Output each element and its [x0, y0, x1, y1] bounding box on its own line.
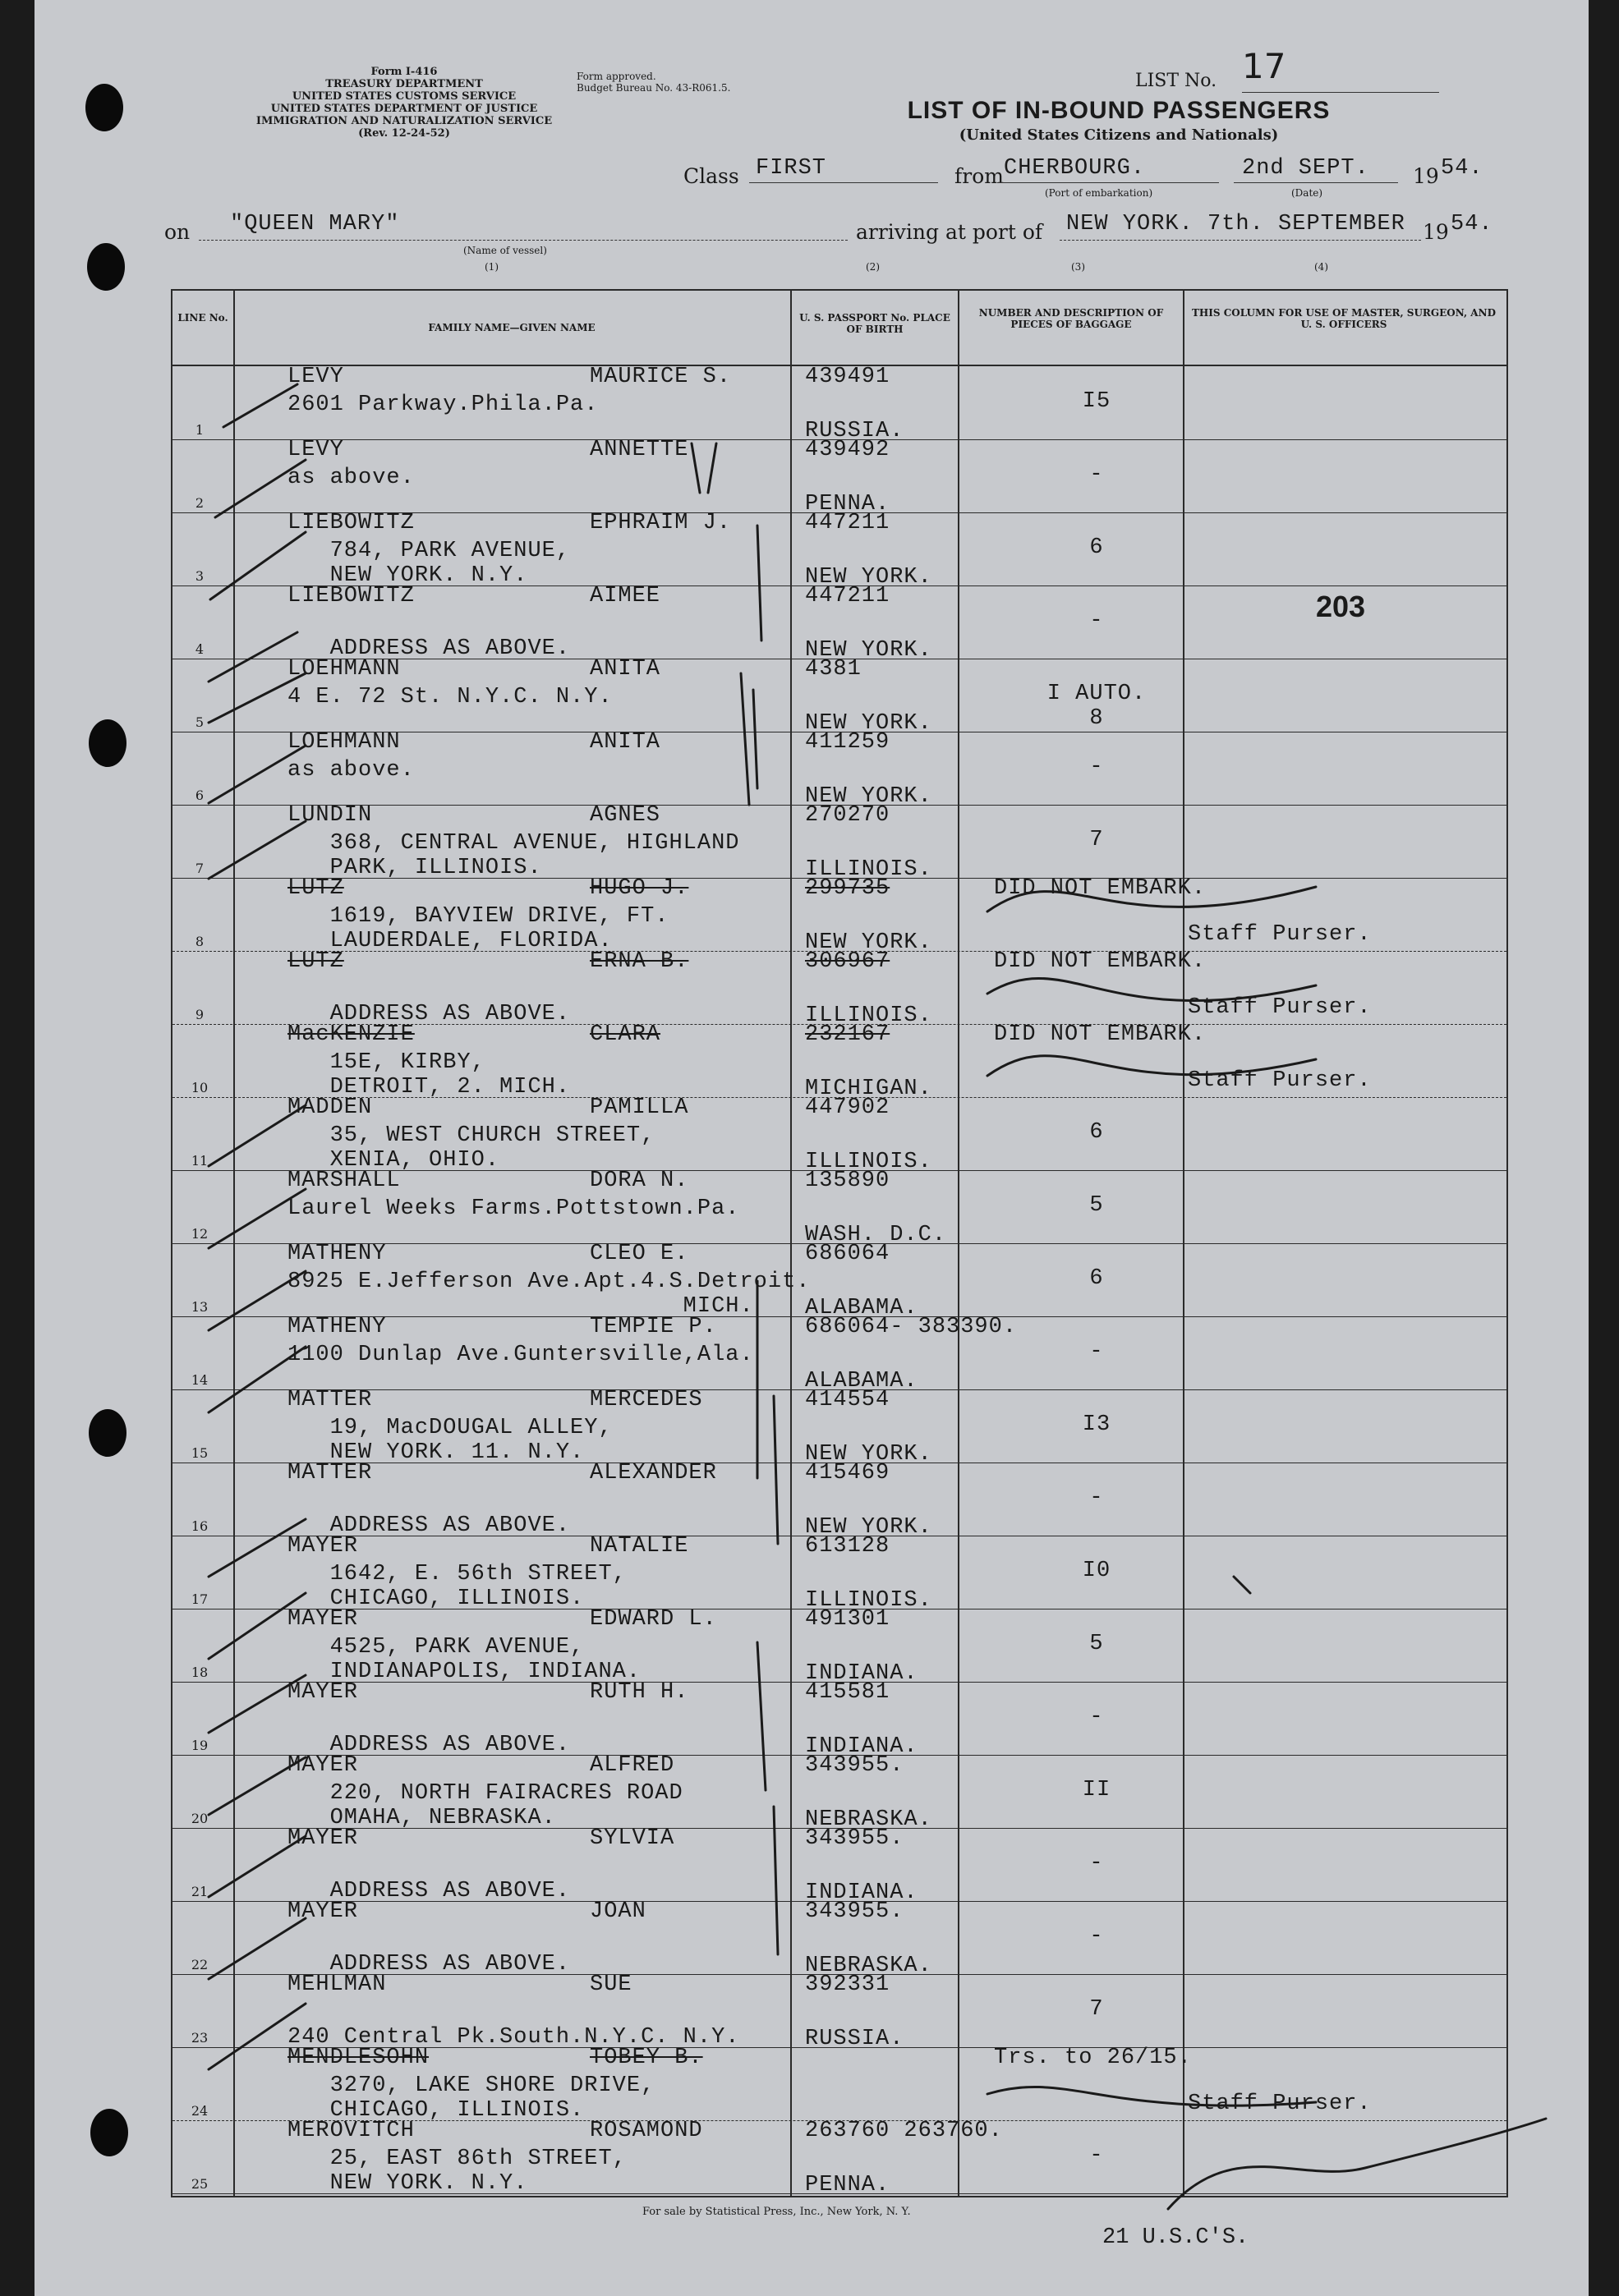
place-of-birth: NEW YORK. [805, 930, 932, 955]
family-name: MENDLESOHN [287, 2046, 430, 2070]
place-of-birth: NEW YORK. [805, 565, 932, 590]
passport-number: 491301 [805, 1607, 890, 1632]
arrival-port-date: NEW YORK. 7th. SEPTEMBER [1066, 212, 1405, 236]
line-number: 10 [191, 1080, 209, 1095]
line-number: 20 [191, 1811, 209, 1826]
line-number: 3 [195, 568, 205, 584]
staff-purser-note: Staff Purser. [1188, 2092, 1372, 2116]
address: as above. [287, 758, 415, 783]
table-row [172, 1169, 1506, 1247]
passport-number: 392331 [805, 1972, 890, 1997]
place-of-birth: NEW YORK. [805, 638, 932, 663]
address: 1100 Dunlap Ave.Guntersville,Ala. [287, 1343, 754, 1367]
family-name: MAYER [287, 1680, 359, 1705]
punch-hole [89, 719, 126, 767]
budget-bureau-line: Budget Bureau No. 43-R061.5. [577, 82, 731, 94]
line-number: 4 [195, 641, 205, 657]
department-line: TREASURY DEPARTMENT [325, 78, 483, 90]
baggage-count: I5 [1082, 389, 1111, 414]
embark-note: DID NOT EMBARK. [994, 1022, 1207, 1047]
column-number: (3) [1071, 261, 1085, 273]
given-name: ANITA [590, 657, 661, 682]
address: 19, MacDOUGAL ALLEY, NEW YORK. 11. N.Y. [329, 1416, 613, 1465]
column-number: (4) [1314, 261, 1328, 273]
baggage-count: I0 [1082, 1559, 1111, 1583]
line-number: 25 [191, 2176, 209, 2192]
line-number: 15 [191, 1445, 209, 1461]
passport-number: 343955. [805, 1826, 904, 1851]
baggage-count: - [1089, 462, 1104, 487]
address: as above. [287, 466, 415, 490]
header-line-no: LINE No. [177, 312, 228, 324]
given-name: SYLVIA [590, 1826, 675, 1851]
line-number: 9 [195, 1007, 205, 1022]
embarkation-caption: (Port of embarkation) [1045, 187, 1153, 199]
given-name: TOBEY B. [590, 2046, 703, 2070]
line-number: 11 [191, 1153, 209, 1169]
baggage-count: I3 [1082, 1412, 1111, 1437]
family-name: MacKENZIE [287, 1022, 415, 1047]
passport-number: 447211 [805, 511, 890, 535]
form-number: Form I-416 [370, 66, 438, 78]
address: 4525, PARK AVENUE, INDIANAPOLIS, INDIANA. [329, 1635, 642, 1684]
staff-purser-note: Staff Purser. [1188, 1068, 1372, 1093]
place-of-birth: PENNA. [805, 2173, 890, 2197]
passport-number: 447902 [805, 1095, 890, 1120]
given-name: AIMEE [590, 584, 661, 608]
table-row [172, 1534, 1506, 1613]
address: 8925 E.Jefferson Ave.Apt.4.S.Detroit. MICH. [287, 1270, 811, 1319]
address: 1642, E. 56th STREET, CHICAGO, ILLINOIS. [329, 1562, 627, 1611]
family-name: LUNDIN [287, 803, 373, 828]
list-number [1135, 46, 1286, 91]
class-value: FIRST [756, 156, 827, 181]
passport-number: 343955. [805, 1753, 904, 1778]
table-row [172, 1899, 1506, 1978]
family-name: LIEBOWITZ [287, 511, 415, 535]
family-name: MAYER [287, 1899, 359, 1924]
list-number-label: LIST No. [1135, 71, 1217, 91]
baggage-count: II [1082, 1778, 1111, 1802]
arrival-year-prefix: 19 [1423, 220, 1449, 244]
address: ADDRESS AS ABOVE. [329, 1513, 571, 1538]
place-of-birth: INDIANA. [805, 1734, 918, 1759]
baggage-count: 6 [1089, 1266, 1104, 1291]
address: ADDRESS AS ABOVE. [329, 1733, 571, 1757]
place-of-birth: ALABAMA. [805, 1369, 918, 1394]
given-name: RUTH H. [590, 1680, 689, 1705]
table-row [172, 1022, 1506, 1101]
family-name: LUTZ [287, 876, 344, 901]
table-row [172, 1388, 1506, 1467]
address: ADDRESS AS ABOVE. [329, 1002, 571, 1026]
embark-note: DID NOT EMBARK. [994, 876, 1207, 901]
table-row [172, 438, 1506, 517]
line-number: 2 [195, 495, 205, 511]
place-of-birth: INDIANA. [805, 1661, 918, 1686]
given-name: MERCEDES [590, 1388, 703, 1412]
family-name: MATHENY [287, 1242, 387, 1266]
address: ADDRESS AS ABOVE. [329, 1952, 571, 1977]
table-row [172, 876, 1506, 955]
table-row [172, 1607, 1506, 1686]
given-name: NATALIE [590, 1534, 689, 1559]
given-name: ROSAMOND [590, 2119, 703, 2143]
table-row [172, 1826, 1506, 1905]
baggage-count: - [1089, 1851, 1104, 1876]
punch-hole [89, 1409, 126, 1457]
line-number: 7 [195, 861, 205, 876]
passport-number: 447211 [805, 584, 890, 608]
family-name: MAYER [287, 1753, 359, 1778]
address: Laurel Weeks Farms.Pottstown.Pa. [287, 1196, 740, 1221]
baggage-count: - [1089, 1705, 1104, 1729]
address: 25, EAST 86th STREET, NEW YORK. N.Y. [329, 2147, 627, 2196]
baggage-count: 5 [1089, 1193, 1104, 1218]
departure-date: 2nd SEPT. [1242, 156, 1369, 181]
line-number: 22 [191, 1957, 209, 1972]
approval-line: Form approved. [577, 71, 656, 82]
line-number: 24 [191, 2103, 209, 2119]
passport-number: 686064- 383390. [805, 1315, 1018, 1339]
address: ADDRESS AS ABOVE. [329, 1879, 571, 1903]
place-of-birth: NEW YORK. [805, 784, 932, 809]
address: 2601 Parkway.Phila.Pa. [287, 393, 599, 417]
class-label: Class [683, 164, 739, 188]
baggage-count: 6 [1089, 1120, 1104, 1145]
department-line: IMMIGRATION AND NATURALIZATION SERVICE [255, 115, 553, 127]
given-name: ANITA [590, 730, 661, 755]
passport-number: 343955. [805, 1899, 904, 1924]
address: 3270, LAKE SHORE DRIVE, CHICAGO, ILLINOIS. [329, 2073, 655, 2123]
baggage-count: 7 [1089, 1997, 1104, 2022]
embark-note: Trs. to 26/15. [994, 2046, 1192, 2070]
given-name: ANNETTE [590, 438, 689, 462]
family-name: MATTER [287, 1461, 373, 1486]
line-number: 13 [191, 1299, 209, 1315]
place-of-birth: NEW YORK. [805, 1442, 932, 1467]
list-number-value: 17 [1242, 46, 1286, 86]
family-name: MARSHALL [287, 1169, 401, 1193]
revision-date: (Rev. 12-24-52) [358, 127, 450, 140]
baggage-count: I AUTO. 8 [1046, 682, 1147, 731]
vessel-caption: (Name of vessel) [463, 245, 547, 256]
year-prefix: 19 [1413, 164, 1439, 188]
given-name: JOAN [590, 1899, 646, 1924]
passport-number: 299735 [805, 876, 890, 901]
given-name: EDWARD L. [590, 1607, 717, 1632]
line-number: 1 [195, 422, 205, 438]
table-row [172, 803, 1506, 882]
given-name: AGNES [590, 803, 661, 828]
passport-number: 4381 [805, 657, 862, 682]
given-name: CLEO E. [590, 1242, 689, 1266]
address: ADDRESS AS ABOVE. [329, 636, 571, 661]
line-number: 8 [195, 934, 205, 949]
family-name: MAYER [287, 1534, 359, 1559]
address: 368, CENTRAL AVENUE, HIGHLAND PARK, ILLINOIS. [329, 831, 740, 880]
table-row [172, 1680, 1506, 1759]
passport-number: 414554 [805, 1388, 890, 1412]
baggage-count: 5 [1089, 1632, 1104, 1656]
line-number: 12 [191, 1226, 209, 1242]
stamp-number: 203 [1316, 590, 1366, 623]
address: 240 Central Pk.South.N.Y.C. N.Y. [287, 2025, 740, 2050]
punch-hole [87, 243, 125, 291]
family-name: MAYER [287, 1826, 359, 1851]
vessel-name: "QUEEN MARY" [230, 212, 400, 236]
baggage-count: - [1089, 1486, 1104, 1510]
family-name: LEVY [287, 438, 344, 462]
place-of-birth: WASH. D.C. [805, 1223, 947, 1247]
place-of-birth: ILLINOIS. [805, 857, 932, 882]
family-name: LEVY [287, 365, 344, 389]
given-name: MAURICE S. [590, 365, 732, 389]
staff-purser-note: Staff Purser. [1188, 922, 1372, 947]
baggage-count: - [1089, 1924, 1104, 1949]
line-number: 5 [195, 714, 205, 730]
baggage-count: - [1089, 2143, 1104, 2168]
document-subtitle: (United States Citizens and Nationals) [959, 126, 1279, 144]
arriving-label: arriving at port of [856, 220, 1043, 244]
table-row [172, 1242, 1506, 1320]
family-name: LOEHMANN [287, 657, 401, 682]
passport-number: 270270 [805, 803, 890, 828]
given-name: ALFRED [590, 1753, 675, 1778]
line-number: 16 [191, 1518, 209, 1534]
departure-year: 54. [1441, 156, 1483, 181]
staff-purser-note: Staff Purser. [1188, 995, 1372, 1020]
header-passport: U. S. PASSPORT No. PLACE OF BIRTH [799, 312, 950, 335]
passport-number: 263760 263760. [805, 2119, 1003, 2143]
from-label: from [954, 164, 1004, 188]
line-number: 23 [191, 2030, 209, 2046]
place-of-birth: NEW YORK. [805, 711, 932, 736]
table-row [172, 511, 1506, 590]
table-row [172, 365, 1506, 443]
baggage-count: 7 [1089, 828, 1104, 852]
given-name: TEMPIE P. [590, 1315, 717, 1339]
document-title: LIST OF IN-BOUND PASSENGERS [907, 97, 1331, 124]
approval-note [577, 71, 730, 94]
baggage-count: - [1089, 1339, 1104, 1364]
line-number: 21 [191, 1884, 209, 1899]
place-of-birth: NEBRASKA. [805, 1954, 932, 1978]
column-number: (1) [485, 261, 499, 273]
table-row [172, 2119, 1506, 2197]
baggage-count: - [1089, 608, 1104, 633]
passport-number: 232167 [805, 1022, 890, 1047]
column-number: (2) [866, 261, 880, 273]
table-row [172, 657, 1506, 736]
passport-number: 439492 [805, 438, 890, 462]
address: 35, WEST CHURCH STREET, XENIA, OHIO. [329, 1123, 655, 1173]
baggage-count: - [1089, 755, 1104, 779]
table-row [172, 1095, 1506, 1174]
place-of-birth: INDIANA. [805, 1880, 918, 1905]
embarkation-port: CHERBOURG. [1004, 156, 1146, 181]
family-name: MATHENY [287, 1315, 387, 1339]
place-of-birth: MICHIGAN. [805, 1077, 932, 1101]
on-label: on [164, 220, 191, 244]
passport-number: 415469 [805, 1461, 890, 1486]
punch-hole [90, 2109, 128, 2156]
citizen-total: 21 U.S.C'S. [1102, 2225, 1249, 2250]
embark-note: DID NOT EMBARK. [994, 949, 1207, 974]
printer-footer: For sale by Statistical Press, Inc., New York, N. Y. [642, 2206, 911, 2218]
address: 784, PARK AVENUE, NEW YORK. N.Y. [329, 539, 571, 588]
header-name: FAMILY NAME—GIVEN NAME [428, 322, 596, 333]
family-name: MAYER [287, 1607, 359, 1632]
place-of-birth: ILLINOIS. [805, 1588, 932, 1613]
department-line: UNITED STATES CUSTOMS SERVICE [292, 90, 517, 103]
line-number: 18 [191, 1665, 209, 1680]
table-row [172, 949, 1506, 1028]
address: 1619, BAYVIEW DRIVE, FT. LAUDERDALE, FLORIDA. [329, 904, 669, 953]
family-name: LOEHMANN [287, 730, 401, 755]
given-name: PAMILLA [590, 1095, 689, 1120]
table-row [172, 730, 1506, 809]
table-row [172, 1315, 1506, 1394]
given-name: CLARA [590, 1022, 661, 1047]
place-of-birth: NEBRASKA. [805, 1807, 932, 1832]
line-number: 17 [191, 1591, 209, 1607]
table-row [172, 1753, 1506, 1832]
family-name: LUTZ [287, 949, 344, 974]
place-of-birth: ILLINOIS. [805, 1003, 932, 1028]
family-name: LIEBOWITZ [287, 584, 415, 608]
line-number: 14 [191, 1372, 209, 1388]
punch-hole [85, 84, 123, 131]
baggage-count: 6 [1089, 535, 1104, 560]
table-row [172, 584, 1506, 663]
given-name: SUE [590, 1972, 632, 1997]
given-name: EPHRAIM J. [590, 511, 732, 535]
passport-number: 613128 [805, 1534, 890, 1559]
family-name: MEHLMAN [287, 1972, 387, 1997]
line-number: 19 [191, 1738, 209, 1753]
given-name: ALEXANDER [590, 1461, 717, 1486]
department-line: UNITED STATES DEPARTMENT OF JUSTICE [270, 103, 538, 115]
arrival-year: 54. [1451, 212, 1493, 236]
address: 4 E. 72 St. N.Y.C. N.Y. [287, 685, 613, 709]
header-baggage: NUMBER AND DESCRIPTION OF PIECES OF BAGGAGE [978, 307, 1164, 330]
document-page [34, 0, 1589, 2296]
passport-number: 415581 [805, 1680, 890, 1705]
passenger-table [171, 289, 1508, 2197]
table-row [172, 1972, 1506, 2051]
place-of-birth: NEW YORK. [805, 1515, 932, 1540]
passport-number: 135890 [805, 1169, 890, 1193]
passport-number: 306967 [805, 949, 890, 974]
table-row [172, 2046, 1506, 2123]
family-name: MADDEN [287, 1095, 373, 1120]
line-number: 6 [195, 788, 205, 803]
date-caption: (Date) [1291, 187, 1323, 199]
header-officers: THIS COLUMN FOR USE OF MASTER, SURGEON, AND U. S. OFFICERS [1192, 307, 1496, 330]
place-of-birth: ALABAMA. [805, 1296, 918, 1320]
given-name: ERNA B. [590, 949, 689, 974]
place-of-birth: RUSSIA. [805, 419, 904, 443]
place-of-birth: ILLINOIS. [805, 1150, 932, 1174]
given-name: HUGO J. [590, 876, 689, 901]
address: 220, NORTH FAIRACRES ROAD OMAHA, NEBRASKA. [329, 1781, 683, 1830]
family-name: MATTER [287, 1388, 373, 1412]
table-row [172, 1461, 1506, 1540]
place-of-birth: PENNA. [805, 492, 890, 517]
given-name: DORA N. [590, 1169, 689, 1193]
passport-number: 686064 [805, 1242, 890, 1266]
passport-number: 411259 [805, 730, 890, 755]
family-name: MEROVITCH [287, 2119, 415, 2143]
passport-number: 439491 [805, 365, 890, 389]
place-of-birth: RUSSIA. [805, 2027, 904, 2051]
address: 15E, KIRBY, DETROIT, 2. MICH. [329, 1050, 571, 1100]
